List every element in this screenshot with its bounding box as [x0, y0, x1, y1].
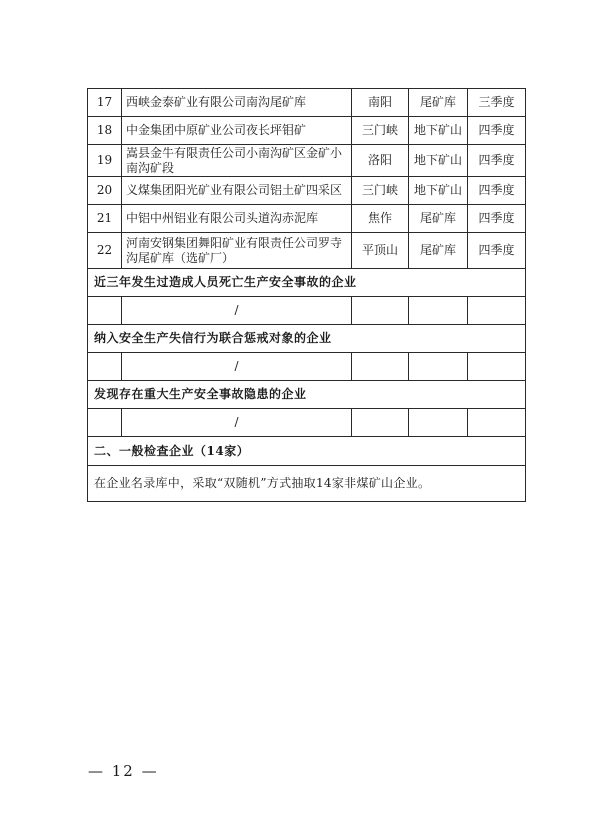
table-row	[88, 117, 526, 145]
enterprise-name: 嵩县金牛有限责任公司小南沟矿区金矿小南沟矿段	[122, 145, 352, 177]
city: 平顶山	[352, 233, 409, 269]
placeholder-slash: /	[122, 409, 352, 437]
mine-type: 尾矿库	[409, 205, 468, 233]
mine-type: 地下矿山	[409, 177, 468, 205]
mine-type: 地下矿山	[409, 117, 468, 145]
row-number: 20	[88, 177, 122, 205]
city: 三门峡	[352, 177, 409, 205]
city: 南阳	[352, 89, 409, 117]
quarter: 四季度	[468, 117, 526, 145]
row-number: 17	[88, 89, 122, 117]
section-title: 近三年发生过造成人员死亡生产安全事故的企业	[88, 269, 526, 297]
city: 三门峡	[352, 117, 409, 145]
table-row	[88, 89, 526, 117]
row-number: 18	[88, 117, 122, 145]
placeholder-slash: /	[122, 353, 352, 381]
row-number: 21	[88, 205, 122, 233]
empty-row	[88, 297, 526, 325]
section-header-joint-discipline	[88, 325, 526, 353]
quarter: 三季度	[468, 89, 526, 117]
table-row	[88, 205, 526, 233]
page-number: — 12 —	[88, 762, 159, 780]
section-header-major-hazard	[88, 381, 526, 409]
general-inspection-note-row	[88, 466, 526, 502]
mine-type: 尾矿库	[409, 233, 468, 269]
enterprise-name: 中金集团中原矿业公司夜长坪钼矿	[122, 117, 352, 145]
quarter: 四季度	[468, 145, 526, 177]
quarter: 四季度	[468, 205, 526, 233]
mine-type: 尾矿库	[409, 89, 468, 117]
table-row	[88, 145, 526, 177]
city: 洛阳	[352, 145, 409, 177]
mine-type: 地下矿山	[409, 145, 468, 177]
enterprise-name: 中铝中州铝业有限公司头道沟赤泥库	[122, 205, 352, 233]
enterprise-name: 义煤集团阳光矿业有限公司铝土矿四采区	[122, 177, 352, 205]
enterprise-name: 西峡金泰矿业有限公司南沟尾矿库	[122, 89, 352, 117]
quarter: 四季度	[468, 233, 526, 269]
section-header-fatal-accident	[88, 269, 526, 297]
city: 焦作	[352, 205, 409, 233]
general-inspection-heading-row	[88, 437, 526, 466]
table-row	[88, 177, 526, 205]
quarter: 四季度	[468, 177, 526, 205]
empty-row	[88, 353, 526, 381]
section-title: 纳入安全生产失信行为联合惩戒对象的企业	[88, 325, 526, 353]
row-number: 19	[88, 145, 122, 177]
general-inspection-note: 在企业名录库中，采取“双随机”方式抽取14家非煤矿山企业。	[88, 466, 526, 502]
placeholder-slash: /	[122, 297, 352, 325]
enterprise-table	[87, 88, 526, 502]
general-inspection-heading: 二、一般检查企业（14家）	[88, 437, 526, 466]
enterprise-name: 河南安钢集团舞阳矿业有限责任公司罗寺沟尾矿库（选矿厂）	[122, 233, 352, 269]
table-row	[88, 233, 526, 269]
section-title: 发现存在重大生产安全事故隐患的企业	[88, 381, 526, 409]
row-number: 22	[88, 233, 122, 269]
empty-row	[88, 409, 526, 437]
